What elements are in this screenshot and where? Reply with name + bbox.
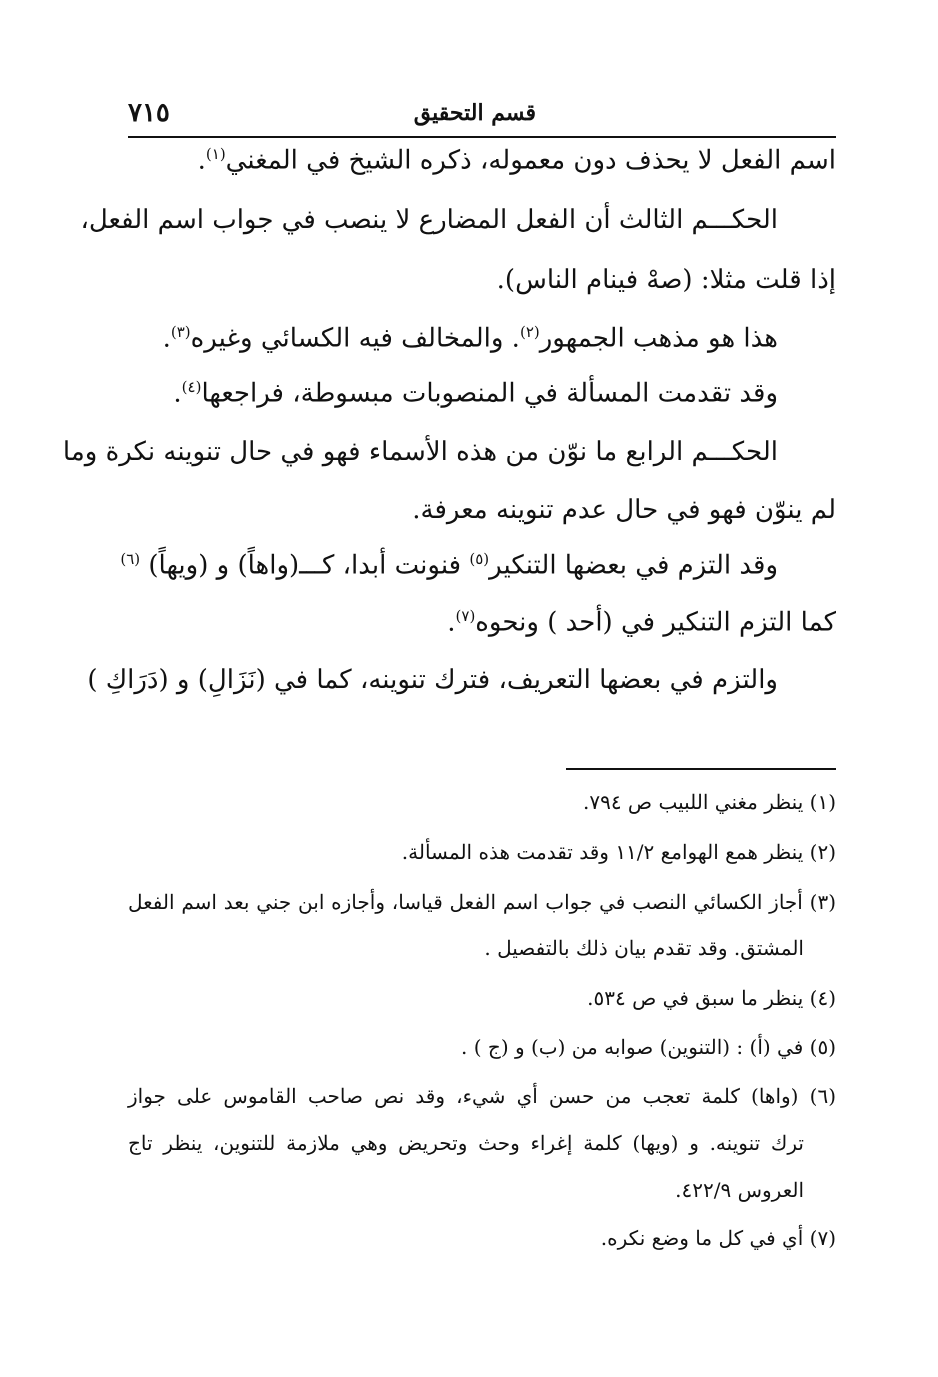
page-header xyxy=(128,100,836,138)
body-line-7: لم ينوّن فهو في حال عدم تنوينه معرفة. xyxy=(412,495,836,525)
footnote-4: (٤) ينظر ما سبق في ص ٥٣٤. xyxy=(587,986,836,1010)
body-line-3: إذا قلت مثلا: (صهْ فينام الناس). xyxy=(496,265,836,295)
footnote-3-continued: المشتق. وقد تقدم بيان ذلك بالتفصيل . xyxy=(484,936,804,960)
footnote-ref-7: (٧) xyxy=(455,607,476,625)
footnote-5: (٥) في (أ) : (التنوين) صوابه من (ب) و (ج ) . xyxy=(461,1035,836,1059)
footnote-6: (٦) (واها) كلمة تعجب من حسن أي شيء، وقد نص صاحب القاموس على جواز xyxy=(128,1084,836,1108)
footnote-ref-2: (٢) xyxy=(519,323,540,341)
page-number: ٧١٥ xyxy=(128,98,170,128)
body-line-8: وقد التزم في بعضها التنكير$^{(٥)}$ فنونت أبدا، كـــ(واهاً) و (ويهاً) $^{(٦)}$ xyxy=(120,550,778,581)
body-line-6: الحكـــم الرابع ما نوّن من هذه الأسماء فهو في حال تنوينه نكرة وما xyxy=(62,437,778,467)
footnote-6-end: العروس ٤٢٢/٩. xyxy=(675,1178,804,1202)
footnote-6-continued: ترك تنوينه. و (ويها) كلمة إغراء وحث وتحريض وهي ملازمة للتنوين، ينظر تاج xyxy=(128,1131,804,1155)
body-line-1: اسم الفعل لا يحذف دون معموله، ذكره الشيخ في المغني$^{(١)}$. xyxy=(197,145,836,176)
body-line-10: والتزم في بعضها التعريف، فترك تنوينه، كما في (نَزَالِ) و (دَرَاكِ ) xyxy=(87,665,778,695)
body-line-2: الحكـــم الثالث أن الفعل المضارع لا ينصب في جواب اسم الفعل، xyxy=(80,205,778,235)
body-line-4: هذا هو مذهب الجمهور$^{(٢)}$. والمخالف فيه الكسائي وغيره$^{(٣)}$. xyxy=(162,323,778,354)
footnote-1: (١) ينظر مغني اللبيب ص ٧٩٤. xyxy=(582,790,836,814)
footnote-ref-3: (٣) xyxy=(170,323,191,341)
footnote-2: (٢) ينظر همع الهوامع ١١/٢ وقد تقدمت هذه المسألة. xyxy=(401,840,836,864)
section-title: قسم التحقيق xyxy=(413,100,536,126)
footnote-3: (٣) أجاز الكسائي النصب في جواب اسم الفعل قياسا، وأجازه ابن جني بعد اسم الفعل xyxy=(128,890,836,914)
body-line-9: كما التزم التنكير في (أحد ) ونحوه$^{(٧)}$. xyxy=(447,607,836,638)
footnote-separator xyxy=(566,768,836,770)
footnote-ref-6: (٦) xyxy=(120,550,141,568)
footnote-ref-5: (٥) xyxy=(469,550,490,568)
footnote-ref-4: (٤) xyxy=(181,378,202,396)
body-line-5: وقد تقدمت المسألة في المنصوبات مبسوطة، فراجعها$^{(٤)}$. xyxy=(173,378,778,409)
footnote-ref-1: (١) xyxy=(205,145,226,163)
footnote-7: (٧) أي في كل ما وضع نكره. xyxy=(600,1226,836,1250)
